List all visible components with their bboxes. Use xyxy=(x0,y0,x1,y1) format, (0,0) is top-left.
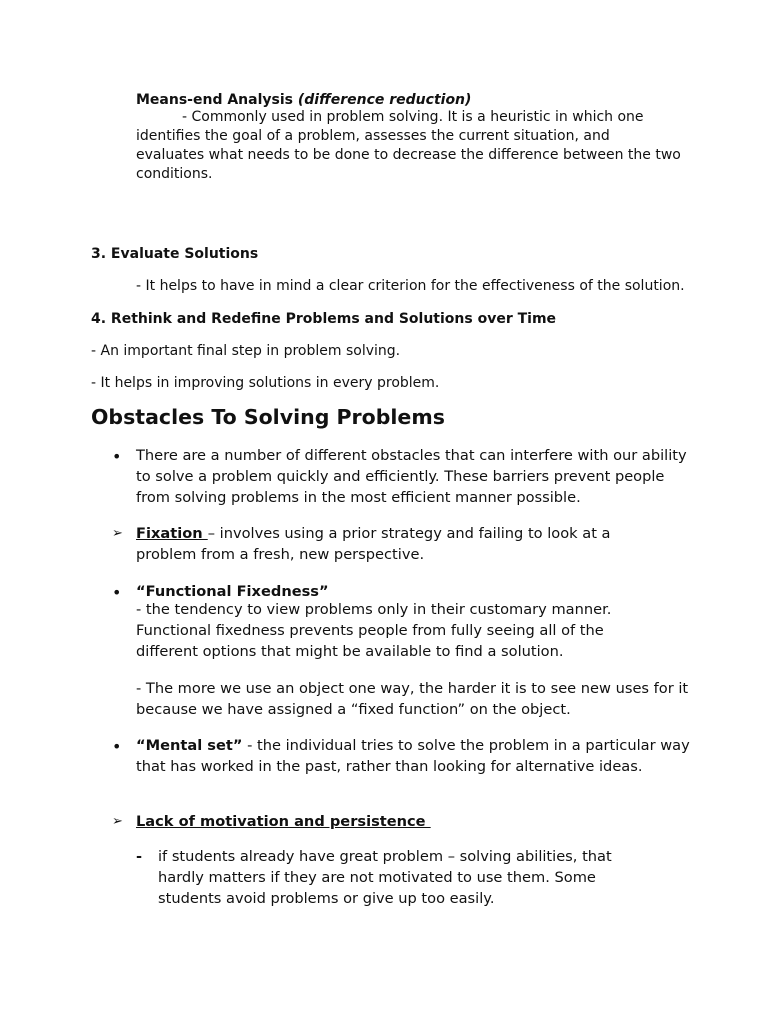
obstacles-heading: Obstacles To Solving Problems xyxy=(91,405,445,429)
motivation-term: Lack of motivation and persistence xyxy=(136,813,431,830)
functional-text: - the tendency to view problems only in their customary manner. Functional fixedness prevents people from fully seeing all of the different options that might be available to find a solution. xyxy=(136,601,612,660)
motivation-dash: - xyxy=(136,848,143,865)
fixation-text: – involves using a prior strategy and failing to look at a problem from a fresh, new perspective. xyxy=(136,525,611,563)
mental-term: “Mental set” xyxy=(136,737,243,754)
step3-heading: 3. Evaluate Solutions xyxy=(91,246,259,262)
mental-set-item xyxy=(136,735,696,777)
arrow-bullet-icon: ➢ xyxy=(112,526,123,541)
fixation-term: Fixation xyxy=(136,525,208,542)
means-end-body: identifies the goal of a problem, assesses the current situation, and evaluates what needs to be done to decrease the difference between the two conditions. xyxy=(136,128,681,182)
arrow-bullet-icon: ➢ xyxy=(112,814,123,829)
fixation-item xyxy=(136,523,656,565)
mental-text: - the individual tries to solve the problem in a particular way that has worked in the past, rather than looking for alternative ideas. xyxy=(136,737,690,775)
functional-term: “Functional Fixedness” xyxy=(136,583,329,600)
step4-heading: 4. Rethink and Redefine Problems and Solutions over Time xyxy=(91,311,557,327)
motivation-text: if students already have great problem – solving abilities, that hardly matters if they are not motivated to use them. Some students avoid problems or give up too easily. xyxy=(158,848,612,907)
step4-line1: - An important final step in problem solving. xyxy=(91,343,401,359)
bullet-icon: • xyxy=(112,447,122,466)
means-end-title-text: Means-end Analysis xyxy=(136,92,298,108)
step4-line2: - It helps in improving solutions in every problem. xyxy=(91,375,440,391)
functional-more: - The more we use an object one way, the harder it is to see new uses for it because we have assigned a “fixed function” on the object. xyxy=(136,680,689,718)
means-end-title-italic: (difference reduction) xyxy=(297,92,472,108)
means-end-dash-line: - Commonly used in problem solving. It is a heuristic in which one xyxy=(182,109,644,125)
bullet-icon: • xyxy=(112,583,122,602)
step3-text: - It helps to have in mind a clear criterion for the effectiveness of the solution. xyxy=(136,278,685,294)
bullet-icon: • xyxy=(112,737,122,756)
obstacles-intro: There are a number of different obstacles that can interfere with our ability to solve a problem quickly and efficiently. These barriers prevent people from solving problems in the most efficient manner possible. xyxy=(136,447,687,506)
